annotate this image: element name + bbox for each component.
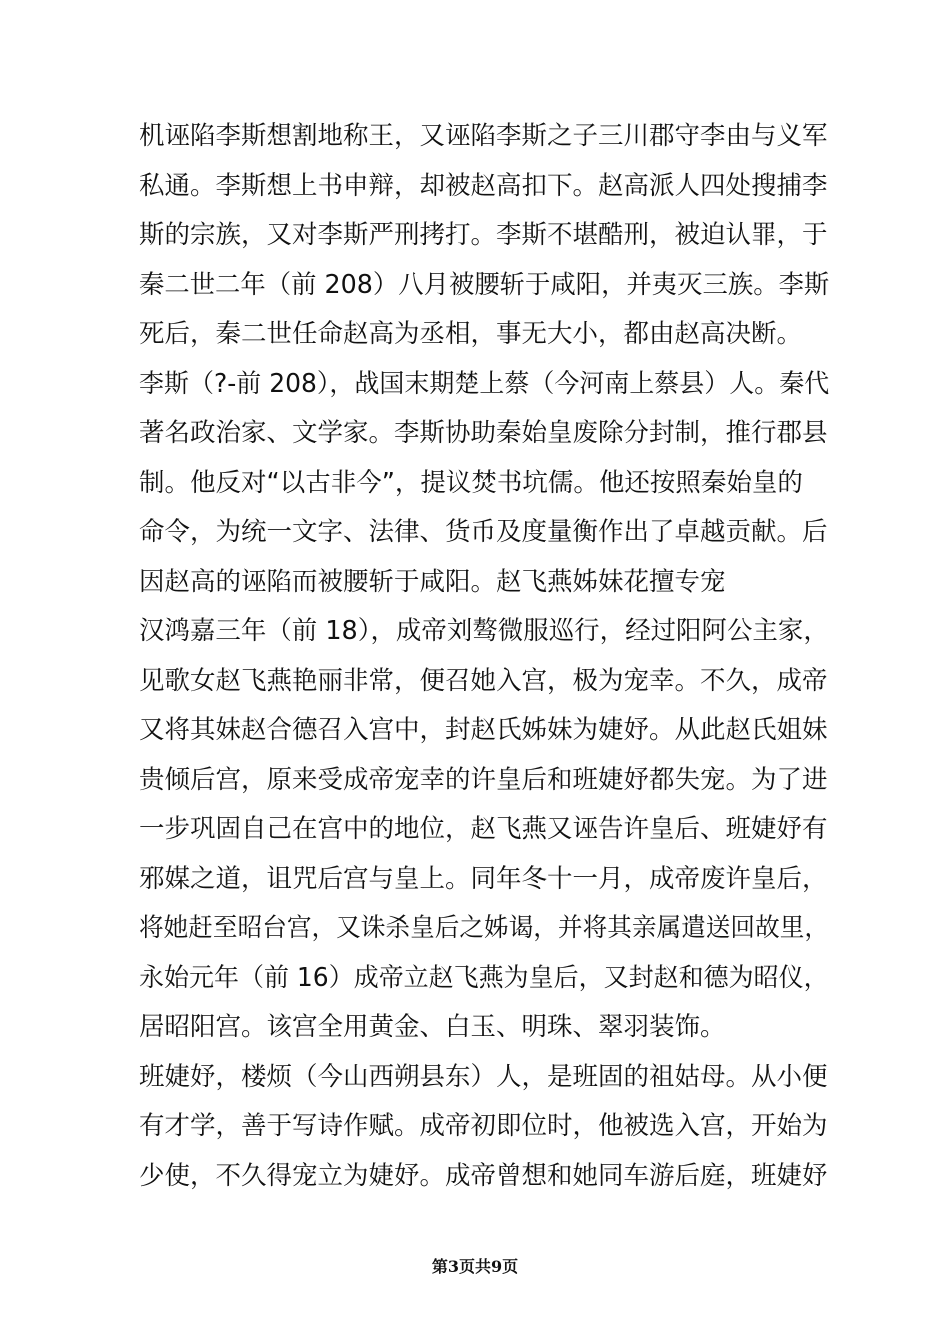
text-line: 斯的宗族，又对李斯严刑拷打。李斯不堪酷刑，被迫认罪，于 xyxy=(139,220,828,250)
text-line: 有才学，善于写诗作赋。成帝初即位时，他被选入宫，开始为 xyxy=(139,1111,828,1141)
text-line: 因赵高的诬陷而被腰斩于咸阳。赵飞燕姊妹花擅专宠 xyxy=(139,566,726,597)
text-line: 将她赶至昭台宫，又诛杀皇后之姊谒，并将其亲属遣送回故里， xyxy=(139,913,830,943)
text-line: 汉鸿嘉三年（前 18），成帝刘骜微服巡行，经过阳阿公主家， xyxy=(139,616,829,646)
text-line: 见歌女赵飞燕艳丽非常，便召她入宫，极为宠幸。不久，成帝 xyxy=(139,665,828,696)
text-line: 私通。李斯想上书申辩，却被赵高扣下。赵高派人四处搜捕李 xyxy=(139,170,828,201)
text-line: 一步巩固自己在宫中的地位，赵飞燕又诬告许皇后、班婕妤有 xyxy=(139,814,828,844)
text-line: 著名政治家、文学家。李斯协助秦始皇废除分封制，推行郡县 xyxy=(139,418,828,448)
text-line: 居昭阳宫。该宫全用黄金、白玉、明珠、翠羽装饰。 xyxy=(139,1012,726,1042)
text-line: 命令，为统一文字、法律、货币及度量衡作出了卓越贡献。后 xyxy=(139,517,828,547)
text-line: 秦二世二年（前 208）八月被腰斩于咸阳，并夷灭三族。李斯 xyxy=(139,269,830,300)
text-line: 少使，不久得宠立为婕妤。成帝曾想和她同车游后庭，班婕妤 xyxy=(139,1160,828,1191)
text-line: 李斯（?-前 208），战国末期楚上蔡（今河南上蔡县）人。秦代 xyxy=(139,368,830,399)
text-line: 邪媒之道，诅咒后宫与皇上。同年冬十一月，成帝废许皇后， xyxy=(139,863,828,894)
text-line: 贵倾后宫，原来受成帝宠幸的许皇后和班婕妤都失宠。为了进 xyxy=(139,764,828,795)
page-number-footer: 第3页共9页 xyxy=(431,1257,519,1276)
text-line: 又将其妹赵合德召入宫中，封赵氏姊妹为婕妤。从此赵氏姐妹 xyxy=(139,715,828,745)
text-line: 制。他反对“以古非今”，提议焚书坑儒。他还按照秦始皇的 xyxy=(139,467,803,498)
text-line: 班婕妤，楼烦（今山西朔县东）人，是班固的祖姑母。从小便 xyxy=(139,1061,828,1092)
text-line: 永始元年（前 16）成帝立赵飞燕为皇后，又封赵和德为昭仪， xyxy=(139,962,829,993)
text-line: 死后，秦二世任命赵高为丞相，事无大小，都由赵高决断。 xyxy=(139,319,803,349)
text-line: 机诬陷李斯想割地称王，又诬陷李斯之子三川郡守李由与义军 xyxy=(139,121,828,151)
document-body xyxy=(139,112,829,1201)
